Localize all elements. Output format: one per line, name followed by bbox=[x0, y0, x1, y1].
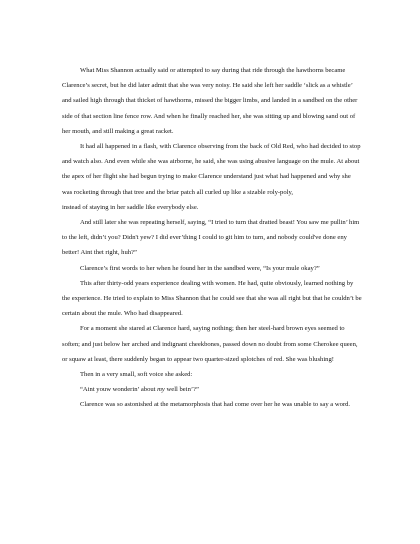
paragraph-10: Clarence was so astonished at the metamorphosis that had come over her he was unable to say a word. bbox=[80, 401, 351, 409]
paragraph-4: And still later she was repeating herself, saying, “I tried to turn that dratted beast! You saw me pullin’ him to the left, didn’t you? Didn't yew? I did ever’thing I could to git him to turn, and nobody could've done eny better! Aint thet right, huh?” bbox=[62, 219, 360, 257]
paragraph-2: It had all happened in a flash, with Clarence observing from the back of Old Red, who had decided to stop and watch also. And even while she was airborne, he said, she was using abusive language on the mule. At about the apex of her flight she had begun trying to make Clarence understand just what had happened and why she was rocketing through that tree and the briar patch all curled up like a sizable roly-poly, bbox=[62, 143, 361, 196]
paragraph-1: What Miss Shannon actually said or attempted to say during that ride through the hawthorns became Clarence’s secret, but he did later admit that she was very noisy. He said she left her saddle ‘slick as a whistle’ and sailed high through that thicket of hawthorns, missed the bigger limbs, and landed in a sandbed on the other side of that section line fence row. And when he finally reached her, she was sitting up and blowing sand out of her mouth, and still making a great racket. bbox=[62, 67, 358, 135]
paragraph-9 bbox=[62, 382, 362, 397]
paragraph-3: instead of staying in her saddle like everybody else. bbox=[62, 203, 199, 211]
paragraph-9-before: “Aint youw wonderin’ about bbox=[80, 386, 158, 394]
body-text bbox=[62, 63, 362, 413]
paragraph-9-emphasis: my bbox=[157, 386, 165, 394]
paragraph-5: Clarence’s first words to her when he found her in the sandbed were, “Is your mule okay?” bbox=[80, 264, 320, 272]
paragraph-7: For a moment she stared at Clarence hard, saying nothing; then her steel-hard brown eyes seemed to soften; and just below her arched and indignant cheekbones, passed down no doubt from some Cherokee queen, or squaw at least, there suddenly began to appear two quarter-sized splotches of red. She was blushing! bbox=[62, 325, 358, 363]
paragraph-9-after: well bein’?” bbox=[164, 386, 199, 394]
paragraph-6: This after thirty-odd years experience dealing with women. He had, quite obviously, learned nothing by the experience. He tried to explain to Miss Shannon that he could see that she was all right but that he couldn’t be certain about the mule. Who had disappeared. bbox=[62, 279, 362, 318]
paragraph-8: Then in a very small, soft voice she asked: bbox=[80, 371, 193, 379]
